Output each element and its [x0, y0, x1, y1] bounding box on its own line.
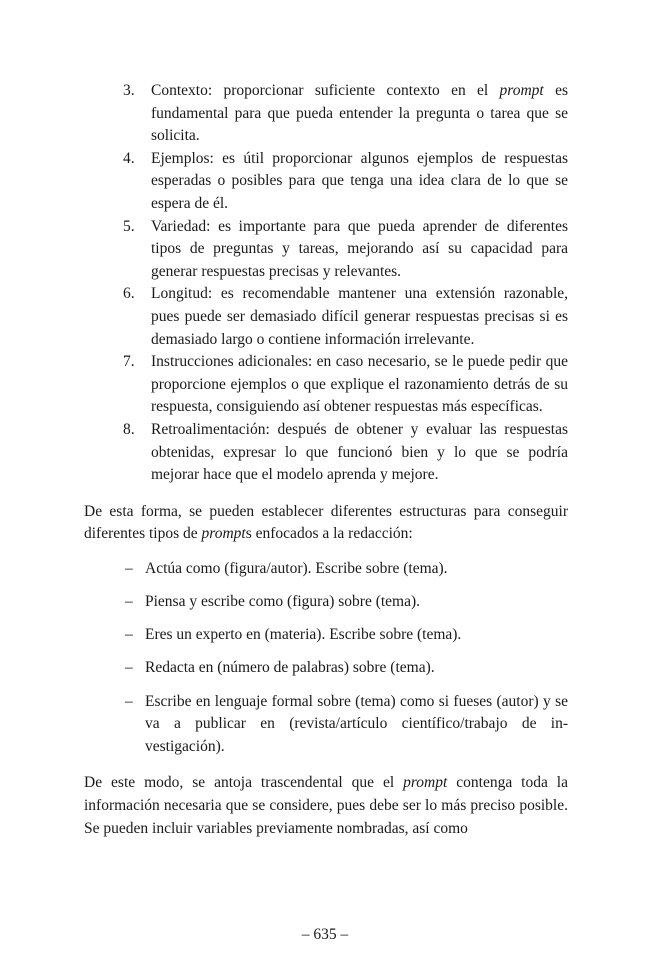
list-item-number: 6.	[123, 285, 135, 303]
list-item-text: Ejemplos: es útil proporcionar algunos ejemplos de respuestas esperadas o posibles para que tenga una idea clara de lo que se espera de él.	[151, 149, 568, 212]
list-item	[123, 351, 568, 419]
dash-list-item-text: Eres un experto en (materia). Escribe sobre (tema).	[145, 626, 462, 644]
dash-list-item	[125, 657, 568, 680]
italic-term: prompt	[201, 525, 246, 543]
dash-marker: –	[125, 626, 133, 644]
list-item	[123, 216, 568, 284]
paragraph-structures: De esta forma, se pueden establecer diferentes estructuras para conseguir diferentes tipos de prompts enfocados a la redacción:	[84, 502, 568, 543]
list-item-number: 4.	[123, 149, 135, 167]
italic-term: prompt	[499, 82, 544, 99]
body-text	[84, 80, 568, 840]
page-number: – 635 –	[301, 926, 349, 943]
list-item-number: 5.	[123, 217, 135, 235]
prompt-structure-list	[84, 558, 568, 759]
list-item-number: 7.	[123, 353, 135, 371]
list-item-text: Contexto: proporcionar suficiente contexto en el prompt es fundamental para que pueda entender la pregunta o tarea que se solicita.	[151, 82, 568, 145]
list-item-number: 3.	[123, 82, 135, 99]
list-item	[123, 80, 568, 148]
italic-term: prompt	[403, 774, 448, 792]
dash-marker: –	[125, 593, 133, 611]
dash-list-item	[125, 558, 568, 581]
numbered-list	[84, 80, 568, 487]
dash-list-item-text: Actúa como (figura/autor). Escribe sobre (tema).	[145, 559, 448, 577]
dash-list-item-text: Piensa y escribe como (figura) sobre (tema).	[145, 593, 421, 611]
dash-list-item	[125, 691, 568, 759]
list-item-text: Variedad: es importante para que pueda aprender de diferentes tipos de preguntas y tareas, mejorando así su capacidad para generar respuestas precisas y relevantes.	[151, 217, 568, 280]
list-item-number: 8.	[123, 420, 135, 438]
list-item-text: Longitud: es recomendable mantener una extensión razonable, pues puede ser demasiado difícil generar respuestas precisas si es demasiado largo o contiene información irrelevante.	[151, 285, 568, 348]
dash-list-item	[125, 591, 568, 614]
dash-list-item-text: Redacta en (número de palabras) sobre (tema).	[145, 659, 435, 677]
dash-marker: –	[125, 559, 133, 577]
dash-marker: –	[125, 692, 133, 710]
list-item-text: Instrucciones adicionales: en caso necesario, se le puede pedir que proporcione ejemplos o que explique el razonamiento detrás de su respuesta, consiguiendo así obtener respuestas más específicas.	[151, 353, 568, 416]
paragraph-conclusion: De este modo, se antoja trascendental que el prompt contenga toda la información necesaria que se considere, pues debe ser lo más preciso posible. Se pueden incluir variables previamente nombradas, así como	[84, 774, 568, 837]
list-item	[123, 419, 568, 487]
dash-list-item	[125, 624, 568, 647]
dash-list-item-text: Escribe en lenguaje formal sobre (tema) como si fueses (autor) y se va a publicar en (revista/artículo científico/trabajo de investigación).	[145, 692, 568, 755]
list-item-text: Retroalimentación: después de obtener y evaluar las respuestas obtenidas, expresar lo que funcionó bien y lo que se podría mejorar hace que el modelo aprenda y mejore.	[151, 420, 568, 484]
list-item	[123, 283, 568, 351]
dash-marker: –	[125, 659, 133, 677]
list-item	[123, 148, 568, 216]
